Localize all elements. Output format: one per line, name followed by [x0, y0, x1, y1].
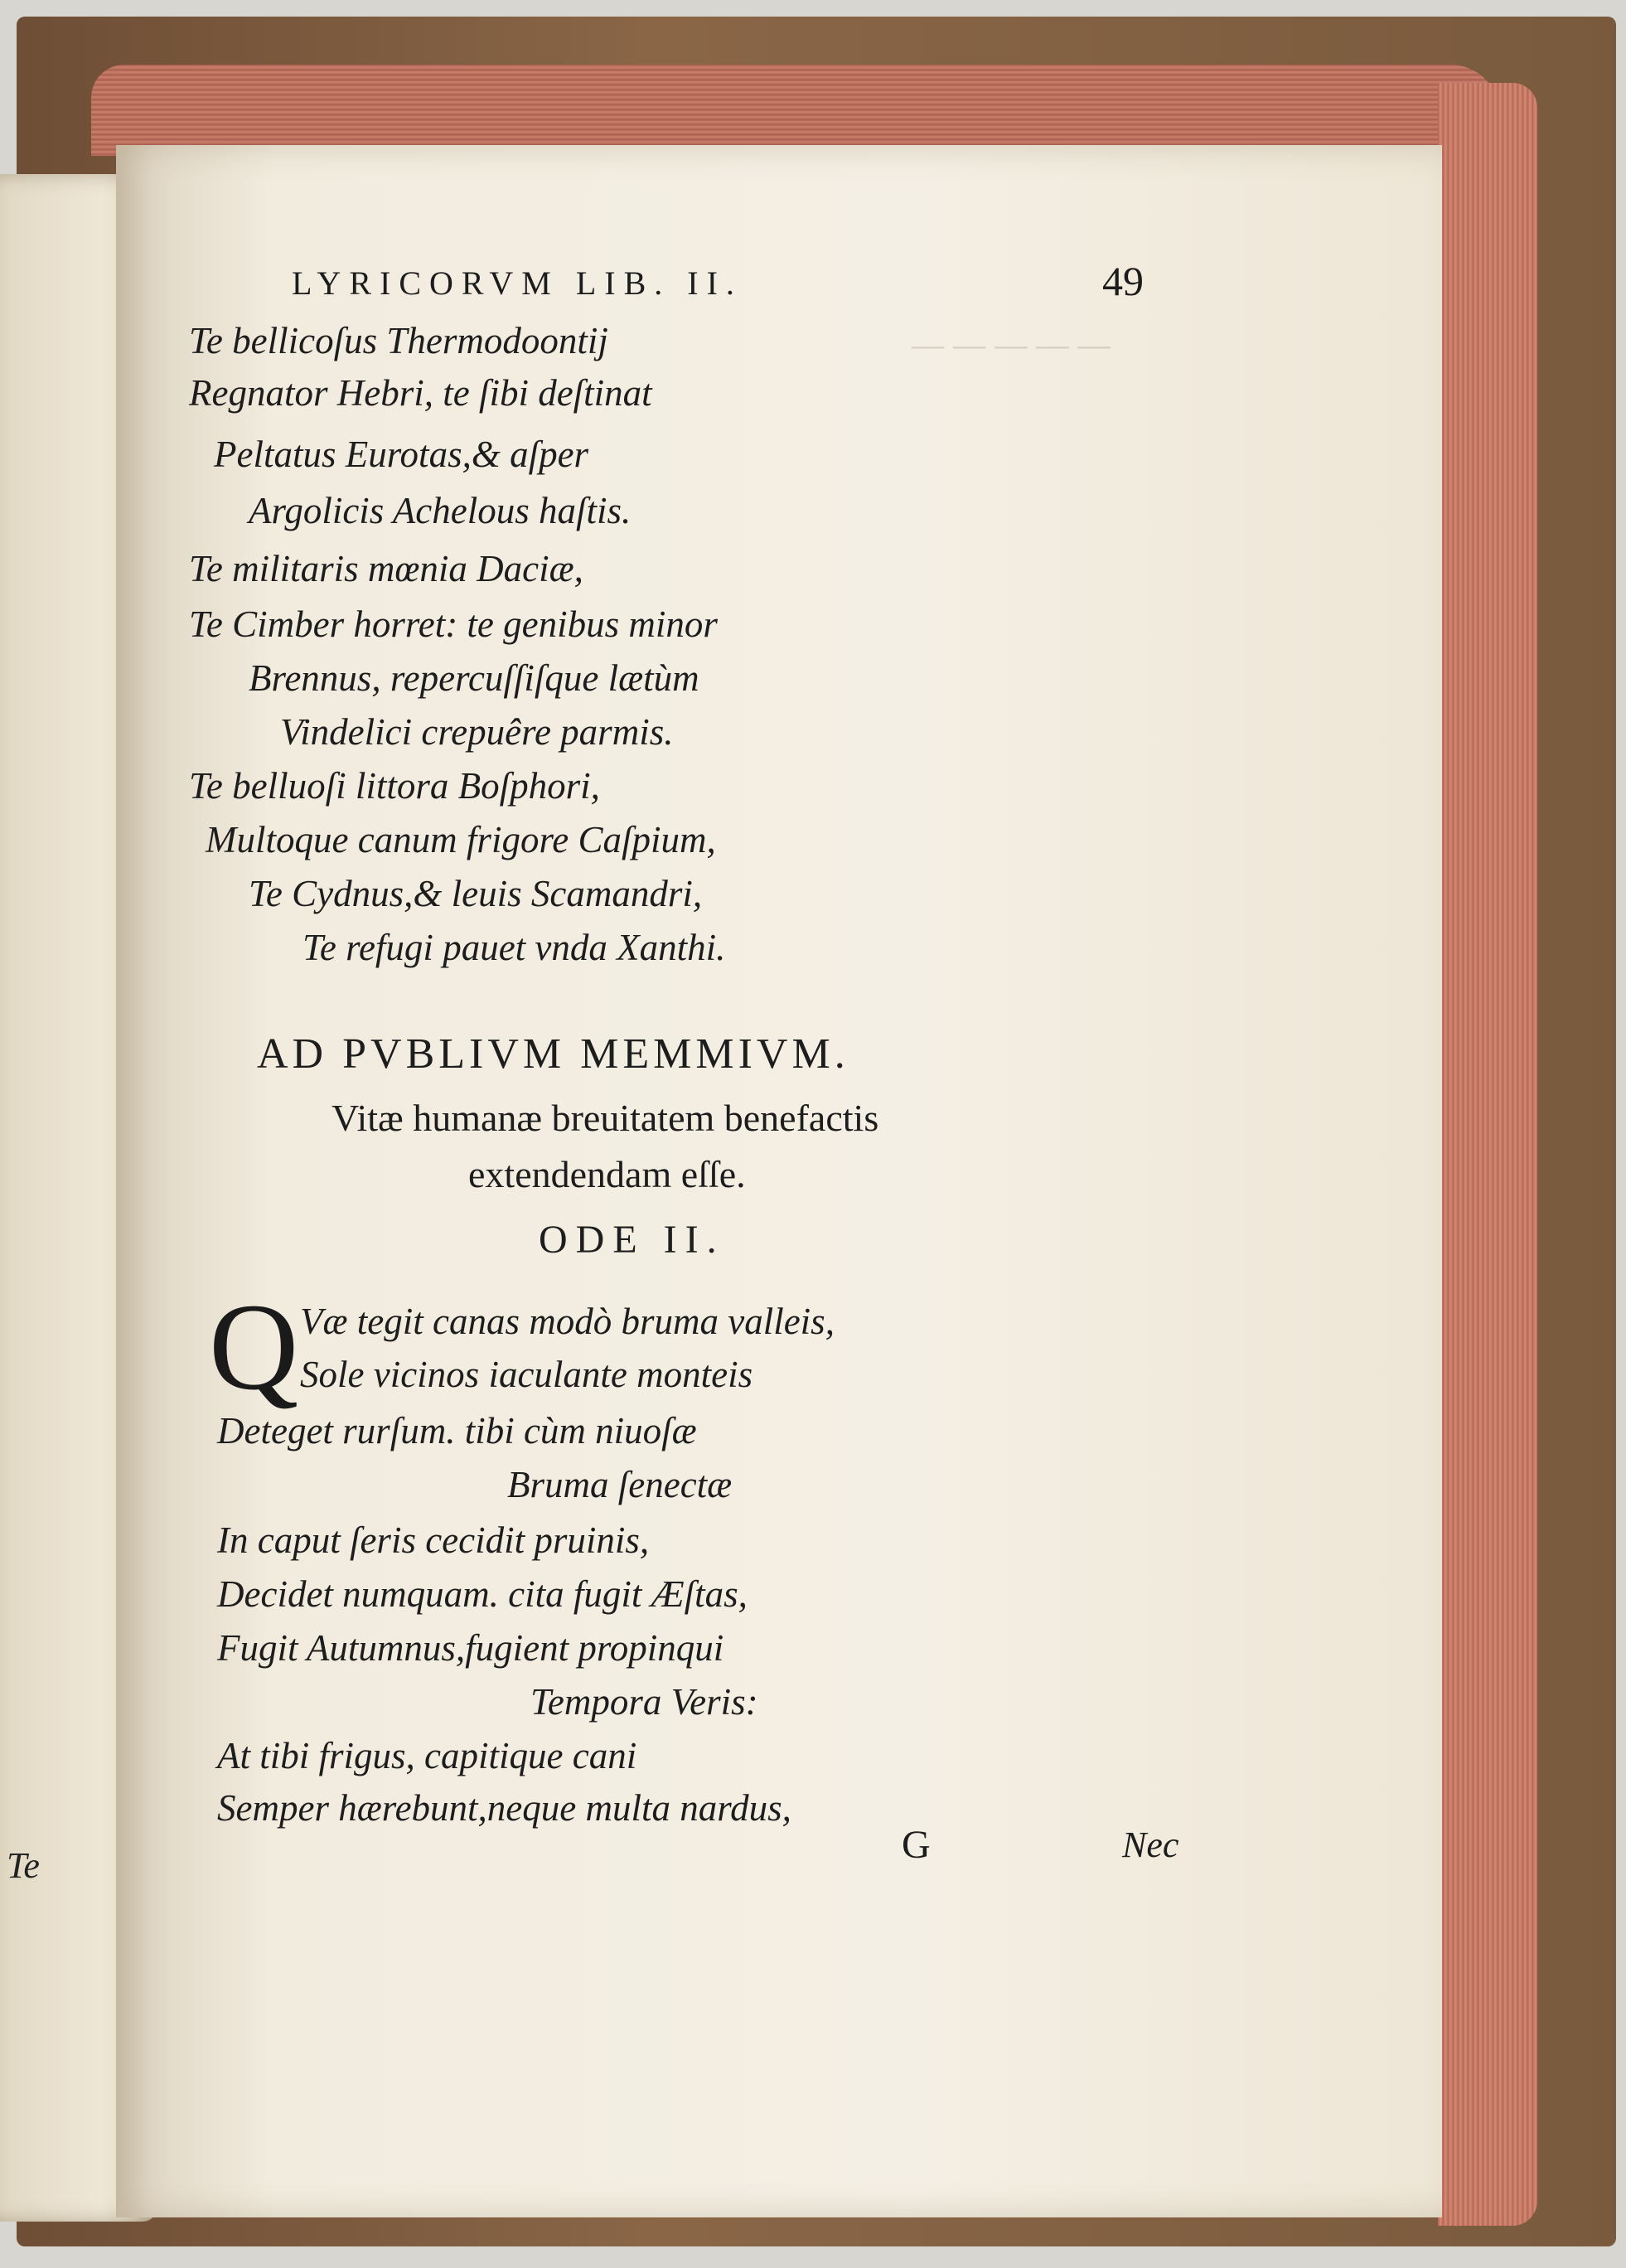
catchword: Nec: [1122, 1825, 1179, 1865]
drop-cap: Q: [209, 1278, 299, 1416]
verse-line: Regnator Hebri, te ſibi deſtinat: [189, 372, 652, 414]
page-edges-top: [91, 65, 1500, 156]
verse-line: Semper hærebunt,neque multa nardus,: [217, 1787, 791, 1829]
verse-line: Væ tegit canas modò bruma valleis,: [300, 1301, 835, 1342]
verse-line: Argolicis Achelous haſtis.: [249, 490, 632, 531]
ode-subtitle-line-1: Vitæ humanæ breuitatem benefactis: [331, 1097, 879, 1139]
verse-line: Tempora Veris:: [530, 1681, 758, 1723]
page-number: 49: [1102, 258, 1144, 304]
verse-line: Te Cydnus,& leuis Scamandri,: [249, 873, 703, 914]
verse-line: Te militaris mœnia Daciæ,: [189, 548, 583, 589]
ode-subtitle-line-2: extendendam eſſe.: [468, 1153, 746, 1195]
verse-line: At tibi frigus, capitique cani: [217, 1735, 637, 1776]
verse-line: In caput ſeris cecidit pruinis,: [217, 1519, 650, 1561]
verse-line: Multoque canum frigore Caſpium,: [206, 819, 716, 860]
ode-number: ODE II.: [539, 1218, 725, 1262]
verse-line: Te bellicoſus Thermodoontij: [189, 320, 608, 361]
signature-mark: G: [902, 1823, 931, 1867]
verse-line: Peltatus Eurotas,& aſper: [214, 434, 589, 475]
verse-line: Sole vicinos iaculante monteis: [300, 1354, 753, 1395]
verse-line: Deteget rurſum. tibi cùm niuoſæ: [217, 1410, 697, 1451]
page-edges-right: [1438, 83, 1537, 2226]
verse-line: Fugit Autumnus,fugient propinqui: [217, 1627, 724, 1669]
verse-line: Te Cimber horret: te genibus minor: [189, 603, 718, 645]
verse-line: Brennus, repercuſſiſque lætùm: [249, 657, 699, 699]
verse-line: Vindelici crepuêre parmis.: [280, 711, 674, 753]
verse-line: Bruma ſenectæ: [507, 1464, 733, 1505]
left-page-catchword: Te: [7, 1845, 40, 1886]
verse-line: Decidet numquam. cita fugit Æſtas,: [217, 1573, 748, 1615]
verse-line: Te belluoſi littora Boſphori,: [189, 765, 600, 807]
verse-line: Te refugi pauet vnda Xanthi.: [302, 927, 726, 968]
running-head: LYRICORVM LIB. II.: [292, 264, 743, 302]
ode-title: AD PVBLIVM MEMMIVM.: [257, 1030, 849, 1078]
show-through: — — — — —: [912, 324, 1111, 365]
running-header: [0, 258, 1626, 313]
